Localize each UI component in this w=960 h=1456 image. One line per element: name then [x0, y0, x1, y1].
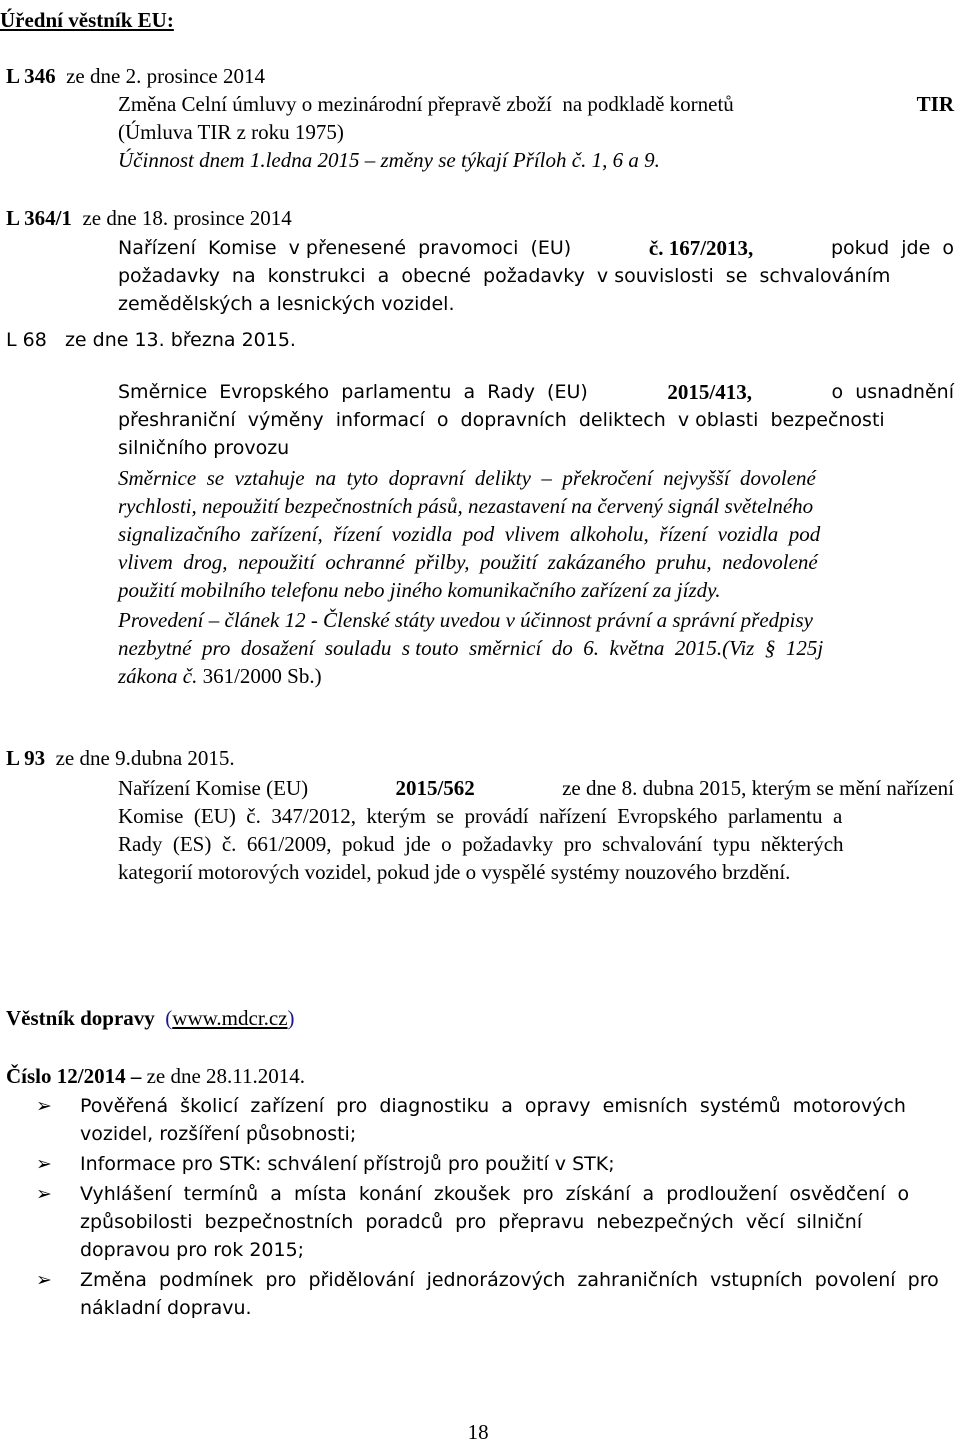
- l364-line3: zemědělských a lesnických vozidel.: [118, 293, 455, 315]
- l364-line1: Nařízení Komise v přenesené pravomoci (EU) č. 167/2013, pokud jde o: [118, 236, 954, 260]
- l68-italic-1: Směrnice se vztahuje na tyto dopravní delikty – překročení nejvyšší dovolené: [118, 466, 816, 490]
- l93-line4: kategorií motorových vozidel, pokud jde o vyspělé systémy nouzového brzdění.: [118, 860, 791, 884]
- l346-line1: Změna Celní úmluvy o mezinárodní přepravě zboží na podkladě kornetů TIR: [118, 92, 954, 116]
- page-number: 18: [467, 1420, 489, 1444]
- l93-line3: Rady (ES) č. 661/2009, pokud jde o požadavky pro schvalování typu některých: [118, 832, 844, 856]
- vestnik-issue: Číslo 12/2014 – ze dne 28.11.2014.: [6, 1064, 306, 1088]
- bullet-3-line1: Vyhlášení termínů a místa konání zkoušek pro získání a prodloužení osvědčení o: [80, 1183, 910, 1205]
- l68-line3: silničního provozu: [118, 437, 290, 459]
- l93-line1: Nařízení Komise (EU) 2015/562 ze dne 8. dubna 2015, kterým se mění nařízení: [118, 776, 954, 800]
- bullet-4-line2: nákladní dopravu.: [80, 1297, 252, 1319]
- arrowhead-bullet-icon: ➢: [36, 1269, 52, 1291]
- bullet-1-icon-row: [36, 1092, 52, 1120]
- bullet-1-line2: vozidel, rozšíření působnosti;: [80, 1123, 357, 1145]
- l68-provedeni-1: Provedení – článek 12 - Členské státy uvedou v účinnost právní a správní předpisy: [118, 608, 813, 632]
- bullet-3-line2: způsobilosti bezpečnostních poradců pro přepravu nebezpečných věcí silniční: [80, 1211, 863, 1233]
- bullet-1-line1: Pověřená školicí zařízení pro diagnostiku a opravy emisních systémů motorových: [80, 1095, 906, 1117]
- arrowhead-bullet-icon: ➢: [36, 1095, 52, 1117]
- vestnik-header: Věstník dopravy (www.mdcr.cz): [6, 1006, 295, 1030]
- bullet-4-icon-row: [36, 1266, 52, 1294]
- l346-line3: Účinnost dnem 1.ledna 2015 – změny se týkají Příloh č. 1, 6 a 9.: [118, 148, 660, 172]
- arrowhead-bullet-icon: ➢: [36, 1183, 52, 1205]
- vestnik-title: Věstník dopravy: [6, 1006, 155, 1030]
- l346-header: [6, 62, 265, 90]
- l364-header: L 364/1 ze dne 18. prosince 2014: [6, 206, 292, 230]
- l68-provedeni-3: zákona č. 361/2000 Sb.): [118, 664, 322, 688]
- l346-ref: L 346: [6, 64, 56, 88]
- bullet-2-icon-row: [36, 1150, 52, 1178]
- l68-line2: přeshraniční výměny informací o dopravních deliktech v oblasti bezpečnosti: [118, 409, 885, 431]
- bullet-3-line3: dopravou pro rok 2015;: [80, 1239, 305, 1261]
- bullet-2-line1: Informace pro STK: schválení přístrojů pro použití v STK;: [80, 1153, 615, 1175]
- l93-line2: Komise (EU) č. 347/2012, kterým se provádí nařízení Evropského parlamentu a: [118, 804, 843, 828]
- arrowhead-bullet-icon: ➢: [36, 1153, 52, 1175]
- bullet-3-icon-row: [36, 1180, 52, 1208]
- l346-line2: (Úmluva TIR z roku 1975): [118, 120, 344, 144]
- l68-italic-2: rychlosti, nepoužití bezpečnostních pásů, nezastavení na červený signál světelného: [118, 494, 814, 518]
- mdcr-link[interactable]: www.mdcr.cz: [172, 1006, 288, 1030]
- l364-line2: požadavky na konstrukci a obecné požadavky v souvislosti se schvalováním: [118, 265, 891, 287]
- bullet-4-line1: Změna podmínek pro přidělování jednorázových zahraničních vstupních povolení pro: [80, 1269, 939, 1291]
- l68-line1: Směrnice Evropského parlamentu a Rady (EU) 2015/413, o usnadnění: [118, 380, 954, 404]
- l68-header: L 68 ze dne 13. března 2015.: [6, 329, 296, 351]
- l68-italic-3: signalizačního zařízení, řízení vozidla pod vlivem alkoholu, řízení vozidla pod: [118, 522, 821, 546]
- l68-italic-5: použití mobilního telefonu nebo jiného komunikačního zařízení za jízdy.: [118, 578, 721, 602]
- l346-date: ze dne 2. prosince 2014: [66, 64, 265, 88]
- l68-italic-4: vlivem drog, nepoužití ochranné přilby, použití zakázaného pruhu, nedovolené: [118, 550, 818, 574]
- page-title: Úřední věstník EU:: [0, 8, 174, 32]
- l93-header: L 93 ze dne 9.dubna 2015.: [6, 746, 235, 770]
- l68-provedeni-2: nezbytné pro dosažení souladu s touto směrnicí do 6. května 2015.(Viz § 125j: [118, 636, 824, 660]
